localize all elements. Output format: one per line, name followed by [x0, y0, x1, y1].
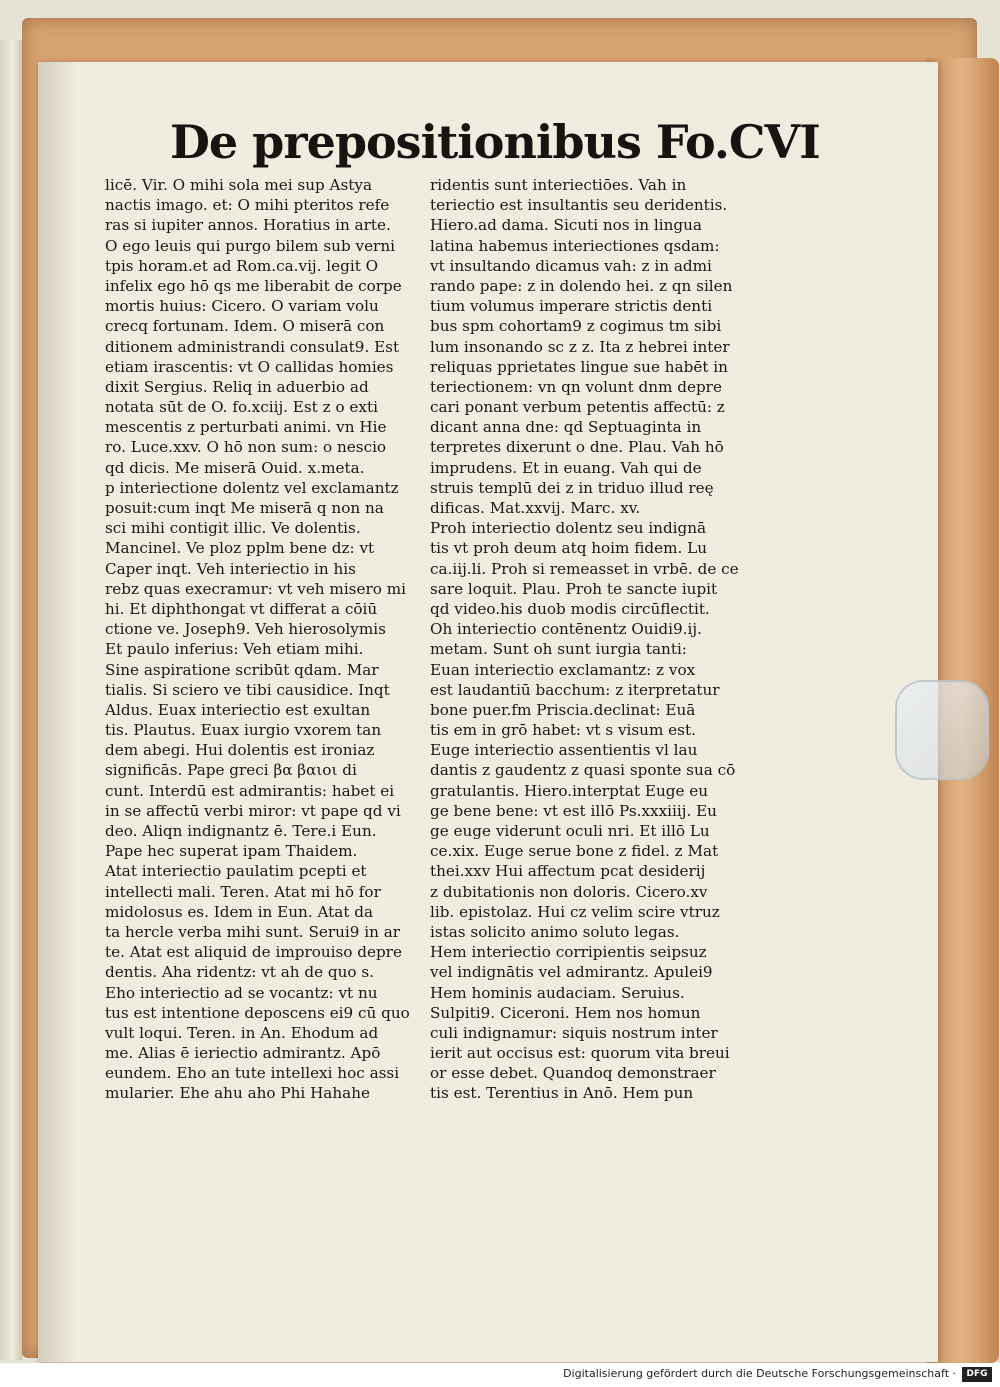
- text-line: vel indignātis vel admirantz. Apulei9: [430, 963, 713, 982]
- text-line: cari ponant verbum petentis affectū: z: [430, 398, 725, 417]
- text-line: Hem interiectio corripientis seipsuz: [430, 943, 707, 962]
- text-line: Eho interiectio ad se vocantz: vt nu: [105, 983, 378, 1002]
- text-line: Aldus. Euax interiectio est exultan: [105, 700, 371, 719]
- text-line: ro. Luce.xxv. O hō non sum: o nescio: [105, 438, 387, 457]
- text-line: qd dicis. Me miserā Ouid. x.meta.: [105, 458, 365, 477]
- text-line: gratulantis. Hiero.interptat Euge eu: [430, 781, 709, 800]
- text-line: reliquas pprietates lingue sue habēt in: [430, 357, 728, 376]
- text-line: istas solicito animo soluto legas.: [430, 922, 680, 941]
- text-line: ridentis sunt interiectiōes. Vah in: [430, 176, 687, 194]
- text-line: mularier. Ehe ahu aho Phi Hahahe: [105, 1084, 370, 1103]
- text-line: ca.iij.li. Proh si remeasset in vrbē. de ce: [430, 559, 739, 578]
- text-line: rando pape: z in dolendo hei. z qn silen: [430, 276, 733, 295]
- text-line: notata sūt de O. fo.xciij. Est z o exti: [105, 398, 378, 417]
- text-line: teriectionem: vn qn volunt dnm depre: [430, 377, 722, 396]
- text-line: dificas. Mat.xxvij. Marc. xv.: [430, 499, 641, 517]
- text-line: Oh interiectio contēnentz Ouidi9.ij.: [430, 620, 702, 639]
- footer-bar: [0, 1363, 1000, 1387]
- text-line: Euan interiectio exclamantz: z vox: [430, 660, 696, 679]
- text-line: culi indignamur: siquis nostrum inter: [430, 1023, 718, 1042]
- text-line: qd video.his duob modis circūflectit.: [430, 599, 710, 618]
- page-clip: [895, 680, 989, 780]
- text-line: Sine aspiratione scribūt qdam. Mar: [105, 660, 379, 679]
- text-line: me. Alias ē ieriectio admirantz. Apō: [105, 1044, 381, 1063]
- text-line: tis est. Terentius in Anō. Hem pun: [430, 1084, 694, 1103]
- page-title: De prepositionibus Fo.CVI: [170, 115, 820, 169]
- text-line: teriectio est insultantis seu deridentis.: [430, 196, 728, 215]
- text-line: Caper inqt. Veh interiectio in his: [105, 559, 356, 578]
- text-line: cunt. Interdū est admirantis: habet ei: [105, 781, 395, 800]
- text-line: etiam irascentis: vt O callidas homies: [105, 357, 394, 376]
- facing-page-edge: [0, 40, 22, 1360]
- text-line: Hem hominis audaciam. Seruius.: [430, 983, 685, 1002]
- text-line: or esse debet. Quandoq demonstraer: [430, 1064, 716, 1083]
- gutter-shadow: [38, 62, 78, 1362]
- text-line: vt insultando dicamus vah: z in admi: [430, 256, 712, 275]
- text-line: intellecti mali. Teren. Atat mi hō for: [105, 882, 381, 901]
- text-line: imprudens. Et in euang. Vah qui de: [430, 458, 702, 477]
- text-line: bone puer.fm Priscia.declinat: Euā: [430, 700, 696, 719]
- text-line: lib. epistolaz. Hui cz velim scire vtruz: [430, 902, 720, 921]
- text-line: dicant anna dne: qd Septuaginta in: [430, 418, 702, 437]
- text-line: Euge interiectio assentientis vl lau: [430, 741, 698, 760]
- text-line: metam. Sunt oh sunt iurgia tanti:: [430, 640, 687, 659]
- text-line: O ego leuis qui purgo bilem sub verni: [105, 236, 395, 255]
- text-line: Et paulo inferius: Veh etiam mihi.: [105, 640, 364, 659]
- text-line: nactis imago. et: O mihi pteritos refe: [105, 196, 390, 215]
- text-line: Pape hec superat ipam Thaidem.: [105, 842, 358, 861]
- text-line: ge bene bene: vt est illō Ps.xxxiiij. Eu: [430, 801, 717, 820]
- text-line: ctione ve. Joseph9. Veh hierosolymis: [105, 620, 386, 639]
- text-line: ce.xix. Euge serue bone z fidel. z Mat: [430, 842, 719, 861]
- text-line: dantis z gaudentz z quasi sponte sua cō: [430, 761, 736, 780]
- text-line: licē. Vir. O mihi sola mei sup Astya: [105, 176, 373, 194]
- text-line: p interiectione dolentz vel exclamantz: [105, 478, 399, 497]
- text-line: dentis. Aha ridentz: vt ah de quo s.: [105, 963, 374, 982]
- text-line: mortis huius: Cicero. O variam volu: [105, 297, 379, 316]
- right-text-column: [430, 175, 762, 1104]
- text-line: tpis horam.et ad Rom.ca.vij. legit O: [105, 256, 379, 275]
- text-line: Hiero.ad dama. Sicuti nos in lingua: [430, 216, 702, 235]
- text-line: eundem. Eho an tute intellexi hoc assi: [105, 1064, 400, 1083]
- text-line: tialis. Si sciero ve tibi causidice. Inqt: [105, 680, 390, 699]
- text-line: Atat interiectio paulatim pcepti et: [105, 862, 367, 881]
- text-line: tus est intentione deposcens ei9 cū quo: [105, 1003, 410, 1022]
- text-line: Proh interiectio dolentz seu indignā: [430, 519, 707, 538]
- dfg-logo: DFG: [962, 1367, 992, 1382]
- text-line: sare loquit. Plau. Proh te sancte iupit: [430, 579, 718, 598]
- text-line: hi. Et diphthongat vt differat a cōiū: [105, 599, 378, 618]
- text-line: Mancinel. Ve ploz pplm bene dz: vt: [105, 539, 375, 558]
- text-line: midolosus es. Idem in Eun. Atat da: [105, 902, 374, 921]
- text-line: posuit:cum inqt Me miserā q non na: [105, 499, 384, 517]
- text-line: ras si iupiter annos. Horatius in arte.: [105, 216, 391, 235]
- text-line: ditionem administrandi consulat9. Est: [105, 337, 400, 356]
- text-line: latina habemus interiectiones qsdam:: [430, 236, 720, 255]
- text-line: vult loqui. Teren. in An. Ehodum ad: [105, 1023, 379, 1042]
- text-line: ierit aut occisus est: quorum vita breui: [430, 1044, 730, 1063]
- text-line: z dubitationis non doloris. Cicero.xv: [430, 882, 708, 901]
- text-line: thei.xxv Hui affectum pcat desiderij: [430, 862, 706, 881]
- text-line: dem abegi. Hui dolentis est ironiaz: [105, 741, 375, 760]
- text-line: ta hercle verba mihi sunt. Serui9 in ar: [105, 922, 401, 941]
- text-line: Sulpiti9. Ciceroni. Hem nos homun: [430, 1003, 701, 1022]
- text-line: tis vt proh deum atq hoim fidem. Lu: [430, 539, 708, 558]
- text-line: in se affectū verbi miror: vt pape qd vi: [105, 801, 401, 820]
- text-line: crecq fortunam. Idem. O miserā con: [105, 317, 385, 336]
- text-line: rebz quas execramur: vt veh misero mi: [105, 579, 406, 598]
- text-line: bus spm cohortam9 z cogimus tm sibi: [430, 317, 722, 336]
- text-line: tis. Plautus. Euax iurgio vxorem tan: [105, 721, 382, 740]
- text-line: lum insonando sc z z. Ita z hebrei inter: [430, 337, 730, 356]
- text-line: te. Atat est aliquid de improuiso depre: [105, 943, 402, 962]
- text-line: infelix ego hō qs me liberabit de corpe: [105, 276, 402, 295]
- funding-notice: Digitalisierung gefördert durch die Deutsche Forschungsgemeinschaft ·: [563, 1367, 956, 1380]
- left-text-column: [105, 175, 427, 1104]
- text-line: significās. Pape greci βα βαιοι di: [105, 761, 357, 780]
- text-line: mescentis z perturbati animi. vn Hie: [105, 418, 387, 437]
- text-line: deo. Aliqn indignantz ē. Tere.i Eun.: [105, 822, 377, 840]
- text-line: sci mihi contigit illic. Ve dolentis.: [105, 519, 361, 538]
- text-line: terpretes dixerunt o dne. Plau. Vah hō: [430, 438, 724, 457]
- text-line: est laudantiū bacchum: z iterpretatur: [430, 680, 720, 699]
- text-line: dixit Sergius. Reliq in aduerbio ad: [105, 377, 369, 396]
- text-line: tium volumus imperare strictis denti: [430, 297, 713, 316]
- text-line: struis templū dei z in triduo illud reę: [430, 478, 714, 497]
- text-line: ge euge viderunt oculi nri. Et illō Lu: [430, 822, 710, 840]
- text-line: tis em in grō habet: vt s visum est.: [430, 721, 696, 740]
